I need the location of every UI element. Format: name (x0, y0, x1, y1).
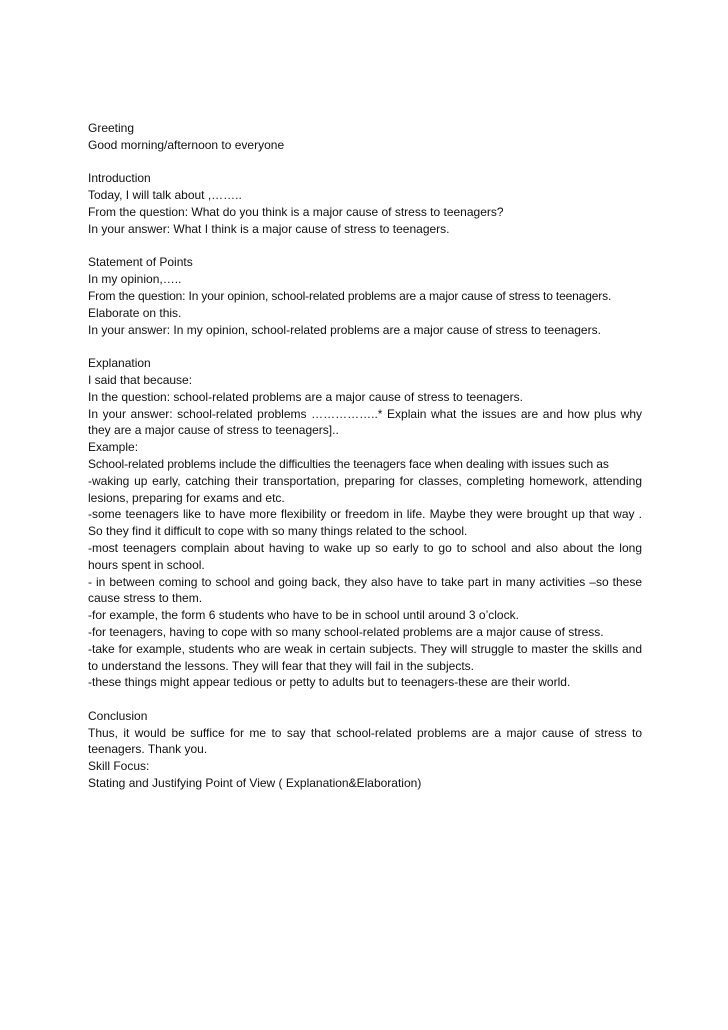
explanation-paragraph: - in between coming to school and going back, they also have to take part in many activities –so these cause stress to them. (88, 574, 642, 606)
explanation-line: I said that because: (88, 372, 193, 387)
statement-line: In my opinion,….. (88, 272, 182, 287)
explanation-line: -these things might appear tedious or petty to adults but to teenagers-these are their world. (88, 675, 571, 690)
statement-section (88, 254, 642, 338)
explanation-paragraph: -take for example, students who are weak in certain subjects. They will struggle to master the skills and to understand the lessons. They will fear that they will fail in the subjects. (88, 641, 642, 673)
statement-heading: Statement of Points (88, 255, 193, 270)
introduction-heading: Introduction (88, 171, 151, 186)
introduction-line: In your answer: What I think is a major cause of stress to teenagers. (88, 221, 450, 236)
introduction-section (88, 170, 642, 237)
statement-line: In your answer: In my opinion, school-related problems are a major cause of stress to teenagers. (88, 322, 601, 337)
statement-line: From the question: In your opinion, school-related problems are a major cause of stress to teenagers. (88, 288, 612, 303)
explanation-paragraph: In your answer: school-related problems ……………..* Explain what the issues are and how plus why they are a major cause of stress to teenagers].. (88, 406, 642, 438)
introduction-line: Today, I will talk about ,…….. (88, 188, 242, 203)
explanation-line: -for example, the form 6 students who have to be in school until around 3 o’clock. (88, 608, 519, 623)
greeting-heading: Greeting (88, 121, 135, 135)
skill-focus-text: Stating and Justifying Point of View ( Explanation&Elaboration) (88, 776, 422, 791)
explanation-paragraph: -some teenagers like to have more flexibility or freedom in life. Maybe they were brought up that way . So they find it difficult to cope with so many things related to the school. (88, 507, 642, 539)
greeting-line: Good morning/afternoon to everyone (88, 137, 285, 152)
explanation-paragraph: -waking up early, catching their transportation, preparing for classes, completing homework, attending lesions, preparing for exams and etc. (88, 473, 642, 505)
introduction-line: From the question: What do you think is a major cause of stress to teenagers? (88, 204, 504, 219)
conclusion-section (88, 708, 642, 792)
document-page (88, 120, 642, 809)
statement-line: Elaborate on this. (88, 305, 182, 320)
explanation-line: Example: (88, 440, 139, 455)
explanation-line: -for teenagers, having to cope with so many school-related problems are a major cause of stress. (88, 624, 604, 639)
explanation-paragraph: -most teenagers complain about having to wake up so early to go to school and also about the long hours spent in school. (88, 540, 642, 572)
skill-focus-label: Skill Focus: (88, 759, 150, 774)
greeting-section (88, 120, 642, 154)
explanation-line: School-related problems include the difficulties the teenagers face when dealing with issues such as (88, 456, 609, 471)
conclusion-heading: Conclusion (88, 708, 148, 723)
explanation-heading: Explanation (88, 356, 151, 371)
explanation-line: In the question: school-related problems are a major cause of stress to teenagers. (88, 389, 523, 404)
conclusion-paragraph: Thus, it would be suffice for me to say that school-related problems are a major cause of stress to teenagers. Thank you. (88, 725, 642, 757)
explanation-section (88, 355, 642, 691)
